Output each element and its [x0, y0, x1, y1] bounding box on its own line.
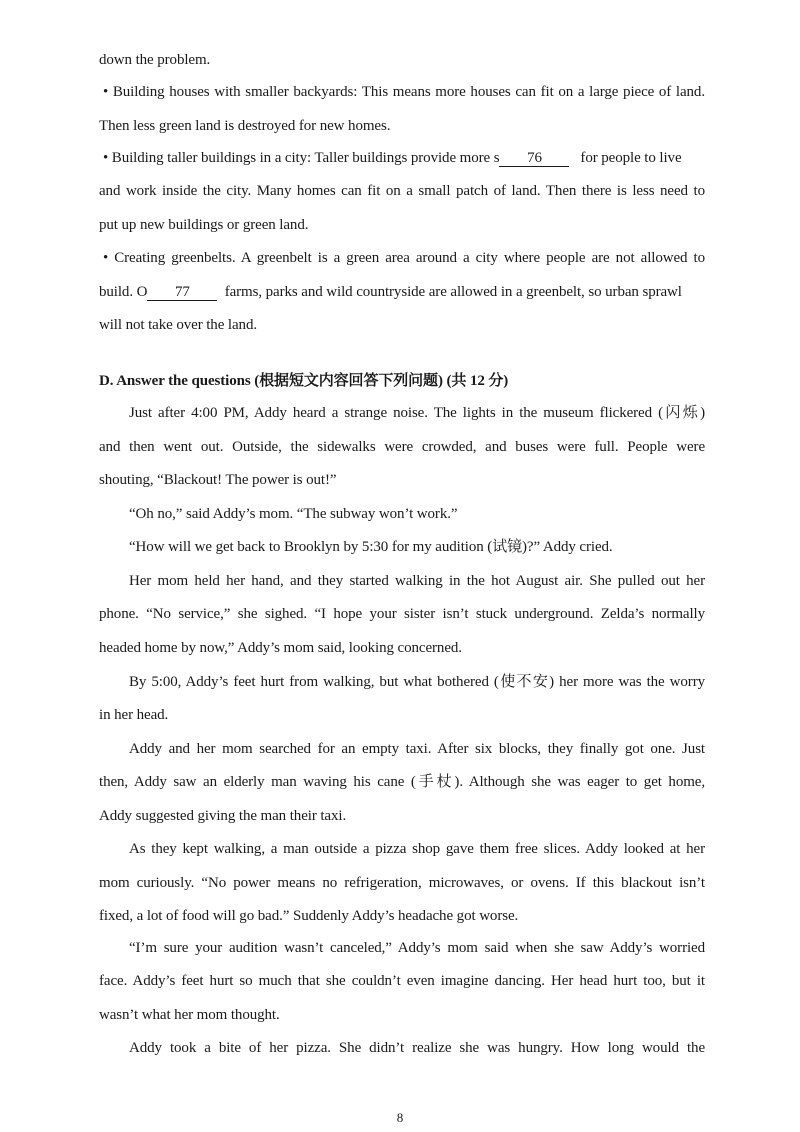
passage-line: shouting, “Blackout! The power is out!”	[99, 472, 337, 488]
passage-line: Her mom held her hand, and they started walking in the hot August air. She pulled out her	[129, 573, 705, 589]
text-segment: for people to live	[580, 150, 682, 166]
passage-line: As they kept walking, a man outside a pizza shop gave them free slices. Addy looked at her	[129, 841, 705, 857]
passage-line: “Oh no,” said Addy’s mom. “The subway won’t work.”	[129, 506, 458, 522]
section-d-heading: D. Answer the questions (根据短文内容回答下列问题) (共 12 分)	[99, 373, 509, 389]
passage-line: phone. “No service,” she sighed. “I hope your sister isn’t stuck underground. Zelda’s normally	[99, 606, 705, 622]
passage-line: mom curiously. “No power means no refrigeration, microwaves, or ovens. If this blackout isn’t	[99, 875, 705, 891]
passage-line: fixed, a lot of food will go bad.” Suddenly Addy’s headache got worse.	[99, 908, 519, 924]
passage-line: Addy took a bite of her pizza. She didn’t realize she was hungry. How long would the	[129, 1040, 705, 1056]
answer-blank-76: 76	[499, 150, 569, 167]
bullet-taller-buildings	[103, 148, 705, 168]
page-number: 8	[396, 1110, 404, 1125]
text-segment: farms, parks and wild countryside are allowed in a greenbelt, so urban sprawl	[224, 284, 682, 300]
text-segment: • Building taller buildings in a city: Taller buildings provide more s	[103, 150, 500, 166]
passage-line: and then went out. Outside, the sidewalks were crowded, and buses were full. People were	[99, 439, 705, 455]
passage-line: then, Addy saw an elderly man waving his cane (手杖). Although she was eager to get home,	[99, 774, 705, 790]
answer-blank-77: 77	[147, 284, 217, 301]
passage-line: wasn’t what her mom thought.	[99, 1007, 280, 1023]
text-line: and work inside the city. Many homes can fit on a small patch of land. Then there is less need to	[99, 183, 705, 199]
passage-line: By 5:00, Addy’s feet hurt from walking, but what bothered (使不安) her more was the worry	[129, 674, 705, 690]
passage-line: face. Addy’s feet hurt so much that she couldn’t even imagine dancing. Her head hurt too, but it	[99, 973, 705, 989]
passage-line: “I’m sure your audition wasn’t canceled,” Addy’s mom said when she saw Addy’s worried	[129, 940, 705, 956]
passage-line: “How will we get back to Brooklyn by 5:30 for my audition (试镜)?” Addy cried.	[129, 539, 613, 555]
text-line: will not take over the land.	[99, 317, 257, 333]
text-segment: build. O	[99, 284, 148, 300]
passage-line: headed home by now,” Addy’s mom said, looking concerned.	[99, 640, 462, 656]
passage-line: Addy suggested giving the man their taxi.	[99, 808, 347, 824]
bullet-greenbelts: • Creating greenbelts. A greenbelt is a green area around a city where people are not allowed to	[103, 250, 705, 266]
text-line: put up new buildings or green land.	[99, 217, 309, 233]
text-line	[99, 282, 705, 302]
bullet-smaller-backyards: • Building houses with smaller backyards: This means more houses can fit on a large piece of land.	[103, 84, 705, 100]
passage-line: Just after 4:00 PM, Addy heard a strange noise. The lights in the museum flickered (闪烁)	[129, 405, 705, 421]
passage-line: in her head.	[99, 707, 169, 723]
passage-line: Addy and her mom searched for an empty taxi. After six blocks, they finally got one. Just	[129, 741, 705, 757]
text-line: Then less green land is destroyed for new homes.	[99, 118, 391, 134]
text-line: down the problem.	[99, 52, 211, 68]
